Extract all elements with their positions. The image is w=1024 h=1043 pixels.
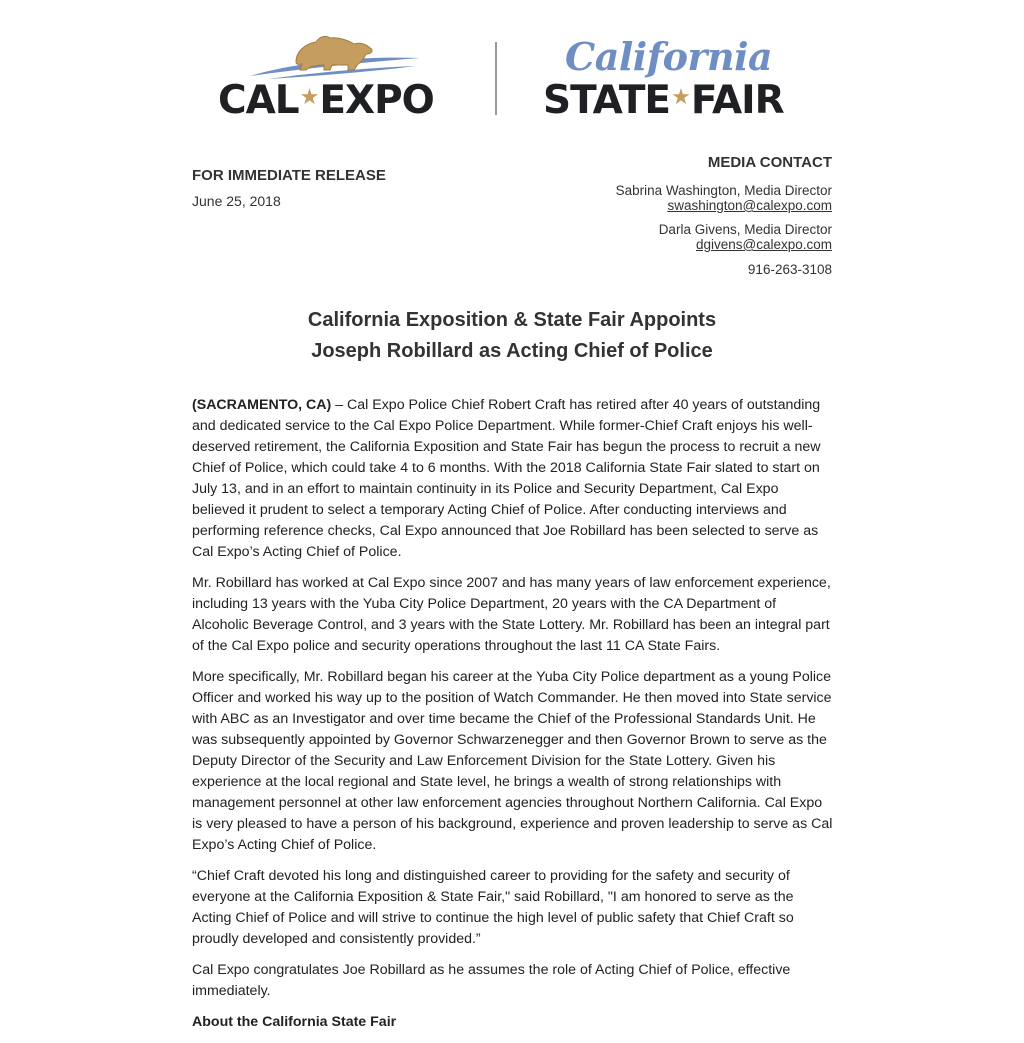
star-icon: ★ — [299, 85, 319, 110]
contact-email-link[interactable]: swashington@calexpo.com — [667, 198, 832, 213]
star-icon: ★ — [671, 85, 690, 110]
contact-entry — [616, 183, 832, 213]
headline-line: California Exposition & State Fair Appoints — [307, 309, 717, 331]
contact-email-link[interactable]: dgivens@calexpo.com — [695, 237, 832, 252]
media-contact-title: MEDIA CONTACT — [707, 154, 832, 171]
release-header — [192, 167, 386, 209]
headline — [192, 305, 832, 367]
paragraph: (SACRAMENTO, CA) – Cal Expo Police Chief Robert Craft has retired after 40 years of outstanding and dedicated service to the Cal Expo Police Department. While former-Chief Craft enjoys his well-deserved retirement, the California Exposition and State Fair has begun the process to recruit a new Chief of Police, which could take 4 to 6 months. With the 2018 California State Fair slated to start on July 13, and in an effort to maintain continuity in its Police and Security Department, Cal Expo believed it prudent to select a temporary Acting Chief of Police. After conducting interviews and performing reference checks, Cal Expo announced that Joe Robillard has been selected to serve as Cal Expo’s Acting Chief of Police. — [192, 397, 821, 560]
about-heading: About the California State Fair — [192, 1014, 397, 1030]
contact-name: Sabrina Washington, Media Director — [615, 183, 832, 198]
california-script: California — [565, 34, 773, 79]
release-date: June 25, 2018 — [192, 193, 281, 209]
bear-icon — [248, 32, 423, 80]
contact-name: Darla Givens, Media Director — [658, 222, 832, 237]
media-contact — [616, 154, 832, 277]
dateline: (SACRAMENTO, CA) — [192, 397, 332, 413]
logo-header — [0, 30, 1024, 122]
press-release-body — [192, 395, 834, 1043]
state-fair-wordmark: STATE★FAIR — [543, 78, 784, 123]
logo-divider — [495, 42, 497, 115]
paragraph: “Chief Craft devoted his long and distinguished career to providing for the safety and security of everyone at the California Exposition & State Fair," said Robillard, "I am honored to serve as the Acting Chief of Police and will strive to continue the high level of public safety that Chief Craft so proudly developed and consistently provided.” — [192, 868, 794, 947]
headline-line: Joseph Robillard as Acting Chief of Police — [311, 340, 713, 362]
paragraph: More specifically, Mr. Robillard began his career at the Yuba City Police department as a young Police Officer and worked his way up to the position of Watch Commander. He then moved into State service with ABC as an Investigator and over time became the Chief of the Professional Standards Unit. He was subsequently appointed by Governor Schwarzenegger and then Governor Brown to serve as the Deputy Director of the Security and Law Enforcement Division for the State Lottery. Given his experience at the local regional and State level, he brings a wealth of strong relationships with management personnel at other law enforcement agencies throughout Northern California. Cal Expo is very pleased to have a person of his background, experience and proven leadership to serve as Cal Expo’s Acting Chief of Police. — [192, 669, 833, 853]
release-label: FOR IMMEDIATE RELEASE — [192, 167, 386, 184]
paragraph: Cal Expo congratulates Joe Robillard as he assumes the role of Acting Chief of Police, effective immediately. — [192, 962, 791, 999]
state-fair-logo — [543, 30, 813, 123]
cal-expo-logo — [218, 30, 450, 123]
paragraph: Mr. Robillard has worked at Cal Expo since 2007 and has many years of law enforcement experience, including 13 years with the Yuba City Police Department, 20 years with the CA Department of Alcoholic Beverage Control, and 3 years with the State Lottery. Mr. Robillard has been an integral part of the Cal Expo police and security operations throughout the last 11 CA State Fairs. — [192, 575, 831, 654]
contact-entry — [616, 222, 832, 252]
contact-phone: 916-263-3108 — [747, 262, 832, 277]
cal-expo-wordmark: CAL★EXPO — [218, 78, 434, 123]
